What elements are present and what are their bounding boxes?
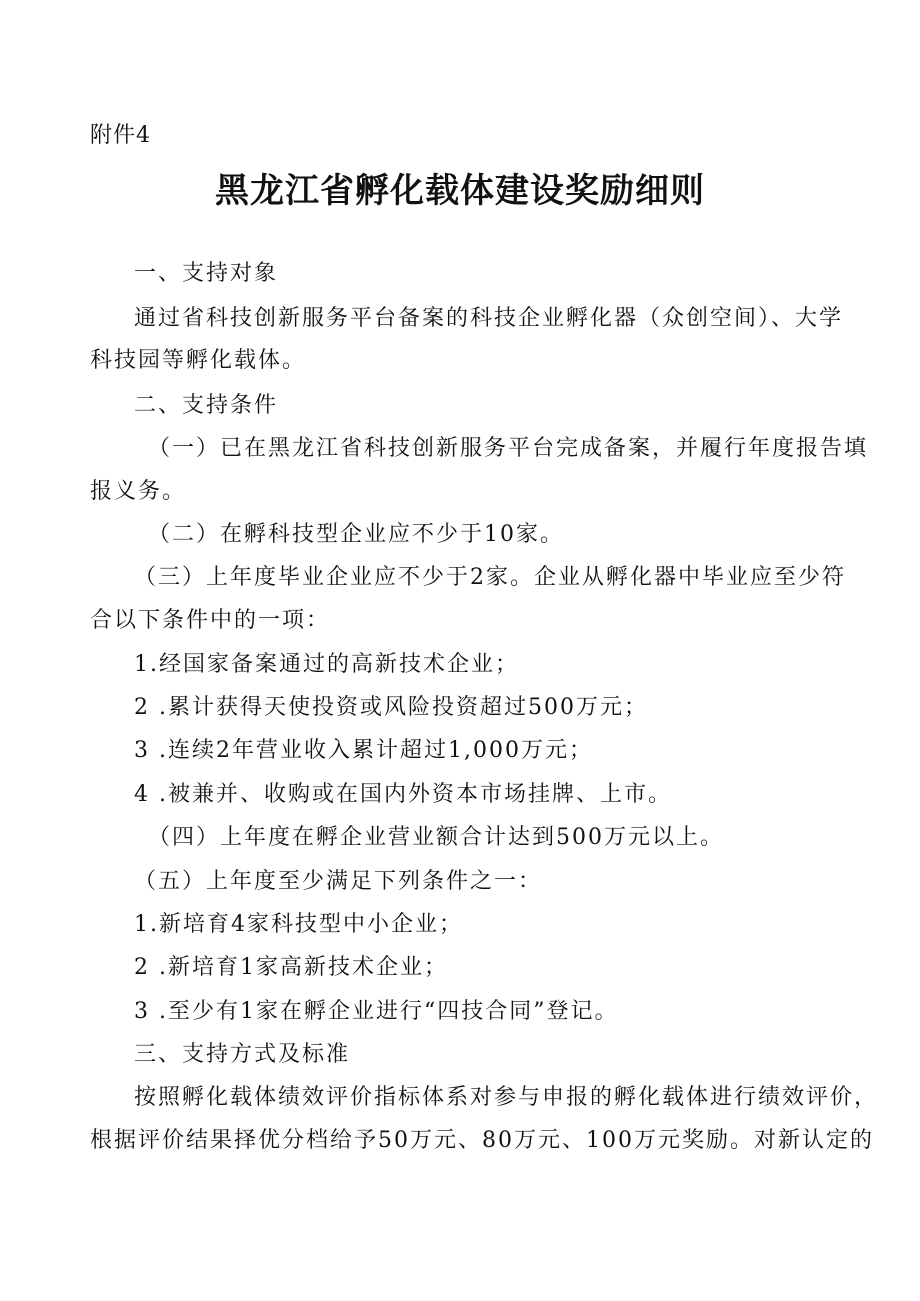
condition-item: （五）上年度至少满足下列条件之一： (134, 869, 543, 894)
section-heading-support-method: 三、支持方式及标准 (134, 1042, 351, 1067)
paragraph-line: 按照孵化载体绩效评价指标体系对参与申报的孵化载体进行绩效评价， (134, 1085, 879, 1110)
list-item: 2 .累计获得天使投资或风险投资超过500万元； (134, 695, 648, 720)
list-item: 1.经国家备案通过的高新技术企业； (134, 652, 519, 677)
list-item: 3 .连续2年营业收入累计超过1,000万元； (134, 738, 593, 763)
list-item: 4 .被兼并、收购或在国内外资本市场挂牌、上市。 (134, 782, 672, 807)
condition-item: （三）上年度毕业企业应不少于2家。企业从孵化器中毕业应至少符 (134, 565, 846, 590)
condition-item: （二）在孵科技型企业应不少于10家。 (148, 522, 564, 547)
paragraph-line: 报义务。 (90, 479, 187, 504)
condition-item: （一）已在黑龙江省科技创新服务平台完成备案，并履行年度报告填 (148, 436, 869, 461)
section-heading-support-target: 一、支持对象 (134, 261, 279, 286)
attachment-label: 附件4 (90, 123, 151, 148)
section-heading-support-conditions: 二、支持条件 (134, 393, 279, 418)
document-title: 黑龙江省孵化载体建设奖励细则 (215, 171, 705, 211)
paragraph-line: 通过省科技创新服务平台备案的科技企业孵化器（众创空间）、大学 (134, 306, 844, 331)
paragraph-line: 合以下条件中的一项： (90, 608, 331, 633)
condition-item: （四）上年度在孵企业营业额合计达到500万元以上。 (148, 825, 724, 850)
paragraph-line: 科技园等孵化载体。 (90, 348, 307, 373)
list-item: 1.新培育4家科技型中小企业； (134, 912, 463, 937)
list-item: 3 .至少有1家在孵企业进行“四技合同”登记。 (134, 999, 619, 1024)
list-item: 2 .新培育1家高新技术企业； (134, 955, 448, 980)
paragraph-line: 根据评价结果择优分档给予50万元、80万元、100万元奖励。对新认定的 (90, 1128, 874, 1153)
